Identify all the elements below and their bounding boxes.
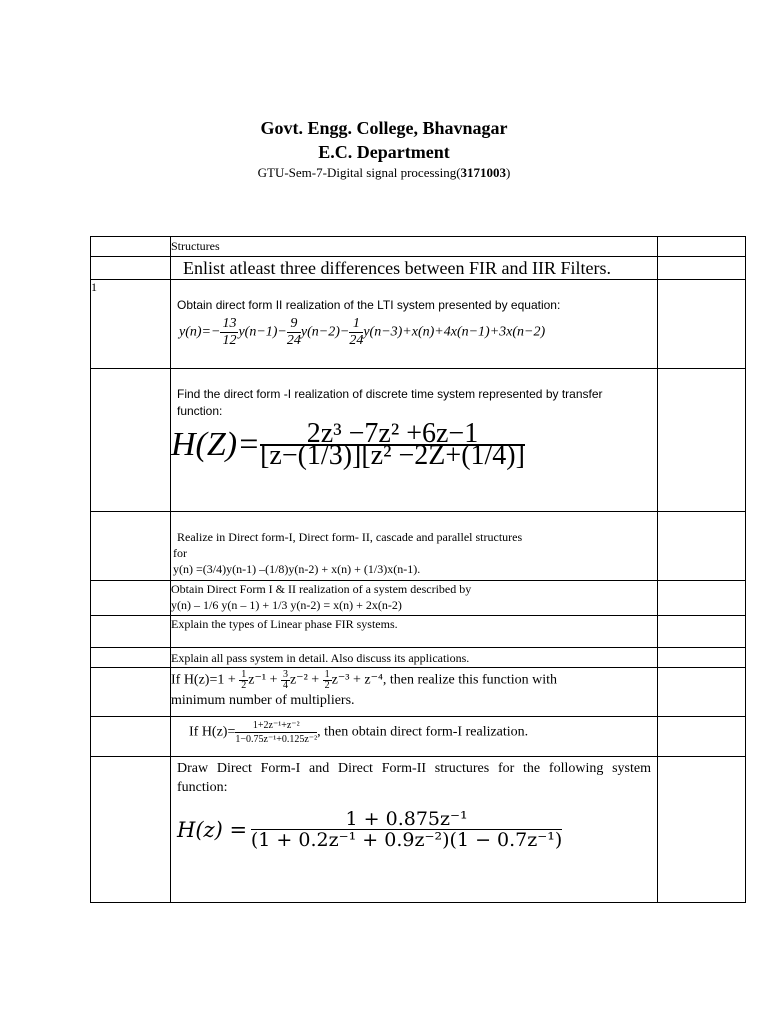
question-7: Explain all pass system in detail. Also discuss its applications. [171,648,658,668]
subject-prefix: GTU-Sem-7-Digital signal processing( [257,165,461,180]
table-row [91,648,746,668]
question-4: Realize in Direct form-I, Direct form- II, cascade and parallel structures for y(n) =(3/4)y(n-1) –(1/8)y(n-2) + x(n) + (1/3)x(n-1). [171,512,658,581]
section-title: Structures [171,237,658,257]
college-title: Govt. Engg. College, Bhavnagar [260,118,508,138]
table-row [91,237,746,257]
question-8: If H(z)=1 + $\frac{1}{2}$ z⁻¹ + $\frac{3}{4}$ z⁻² + $\frac{1}{2}$ z⁻³ + z⁻⁴, then realize this function with minimum number of multipliers. [171,668,658,717]
table-row [91,717,746,757]
department-title: E.C. Department [318,142,450,162]
question-10-equation: H(z) = $\frac{\text{1 + 0.875z⁻¹}}{\text{(1 + 0.2z⁻¹ + 0.9z⁻²)(1 − 0.7z⁻¹)}}$ [177,808,563,851]
subject-line [0,165,768,181]
question-2-text: Obtain direct form II realization of the LTI system presented by equation: [177,298,561,312]
table-row [91,257,746,280]
question-3-equation: H(Z)= $\frac{\text{2z³ −7z² +6z−1}}{\text{[z−(1/3)][z² −2Z+(1/4)]}}$ [171,418,525,471]
question-2 [171,280,658,369]
question-6: Explain the types of Linear phase FIR systems. [171,616,658,648]
question-number: 1 [91,280,171,369]
question-2-equation: y(n)=− $\frac{13}{12}$ y(n−1)− $\frac{9}{24}$ y(n−2)− $\frac{1}{24}$ y(n−3)+x(n)+4x(n−1)+3x(n−2) [179,316,546,348]
question-3-text: Find the direct form -I realization of discrete time system represented by transfer function: [177,387,603,418]
table-row [91,616,746,648]
table-row [91,280,746,369]
table-row [91,668,746,717]
table-row [91,757,746,903]
question-1: Enlist atleast three differences between FIR and IIR Filters. [171,257,658,280]
subject-code: 3171003 [460,165,507,180]
table-row [91,512,746,581]
subject-suffix: ) [506,165,511,180]
question-10: Draw Direct Form-I and Direct Form-II structures for the following system function: H(z) = $\frac{\text{1 + 0.875z⁻¹}}{\text{(1 + 0.2z⁻¹ + 0.9z⁻²)(1 − 0.7z⁻¹)}}$ [171,757,658,903]
question-table [90,236,746,903]
table-row [91,581,746,616]
question-3 [171,369,658,512]
table-row [91,369,746,512]
question-5: Obtain Direct Form I & II realization of a system described by y(n) – 1/6 y(n – 1) + 1/3 y(n-2) = x(n) + 2x(n-2) [171,581,658,616]
question-9: If H(z)= $\frac{\text{1+2z⁻¹+z⁻²}}{\text{1−0.75z⁻¹+0.125z⁻²}}$ , then obtain direct form-I realization. [171,717,658,757]
